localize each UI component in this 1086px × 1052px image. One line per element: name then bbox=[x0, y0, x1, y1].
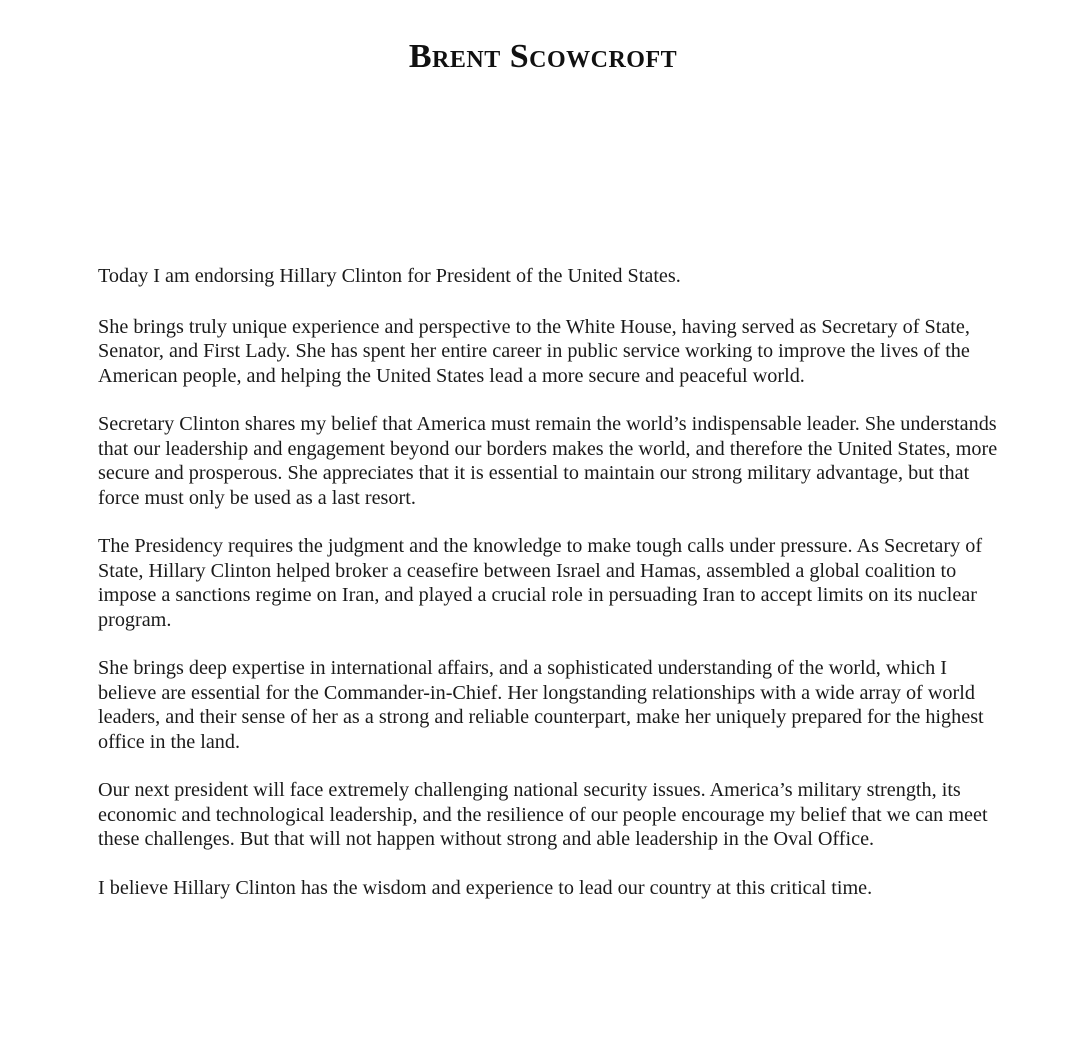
paragraph-leadership: Secretary Clinton shares my belief that America must remain the world’s indispensable leader. She understands that our leadership and engagement beyond our borders makes the world, and therefore the United States, more secure and prosperous. She appreciates that it is essential to maintain our strong military advantage, but that force must only be used as a last resort. bbox=[98, 413, 998, 509]
paragraph-expertise: She brings deep expertise in international affairs, and a sophisticated understanding of the world, which I believe are essential for the Commander-in-Chief. Her longstanding relationships with a wide array of world leaders, and their sense of her as a strong and reliable counterpart, make her uniquely prepared for the highest office in the land. bbox=[98, 657, 984, 753]
letterhead-name: Brent Scowcroft bbox=[408, 38, 678, 75]
paragraph-endorsement: Today I am endorsing Hillary Clinton for President of the United States. bbox=[98, 265, 681, 287]
paragraph-conclusion: I believe Hillary Clinton has the wisdom and experience to lead our country at this critical time. bbox=[98, 876, 873, 899]
paragraph-challenges: Our next president will face extremely challenging national security issues. America’s military strength, its economic and technological leadership, and the resilience of our people encourage my belief that we can meet these challenges. But that will not happen without strong and able leadership in the Oval Office. bbox=[98, 779, 988, 850]
letter-body bbox=[98, 264, 1008, 924]
paragraph-experience: She brings truly unique experience and perspective to the White House, having served as Secretary of State, Senator, and First Lady. She has spent her entire career in public service working to improve the lives of the American people, and helping the United States lead a more secure and peaceful world. bbox=[98, 315, 970, 387]
paragraph-presidency: The Presidency requires the judgment and the knowledge to make tough calls under pressure. As Secretary of State, Hillary Clinton helped broker a ceasefire between Israel and Hamas, assembled a global coalition to impose a sanctions regime on Iran, and played a crucial role in persuading Iran to accept limits on its nuclear program. bbox=[98, 535, 983, 631]
